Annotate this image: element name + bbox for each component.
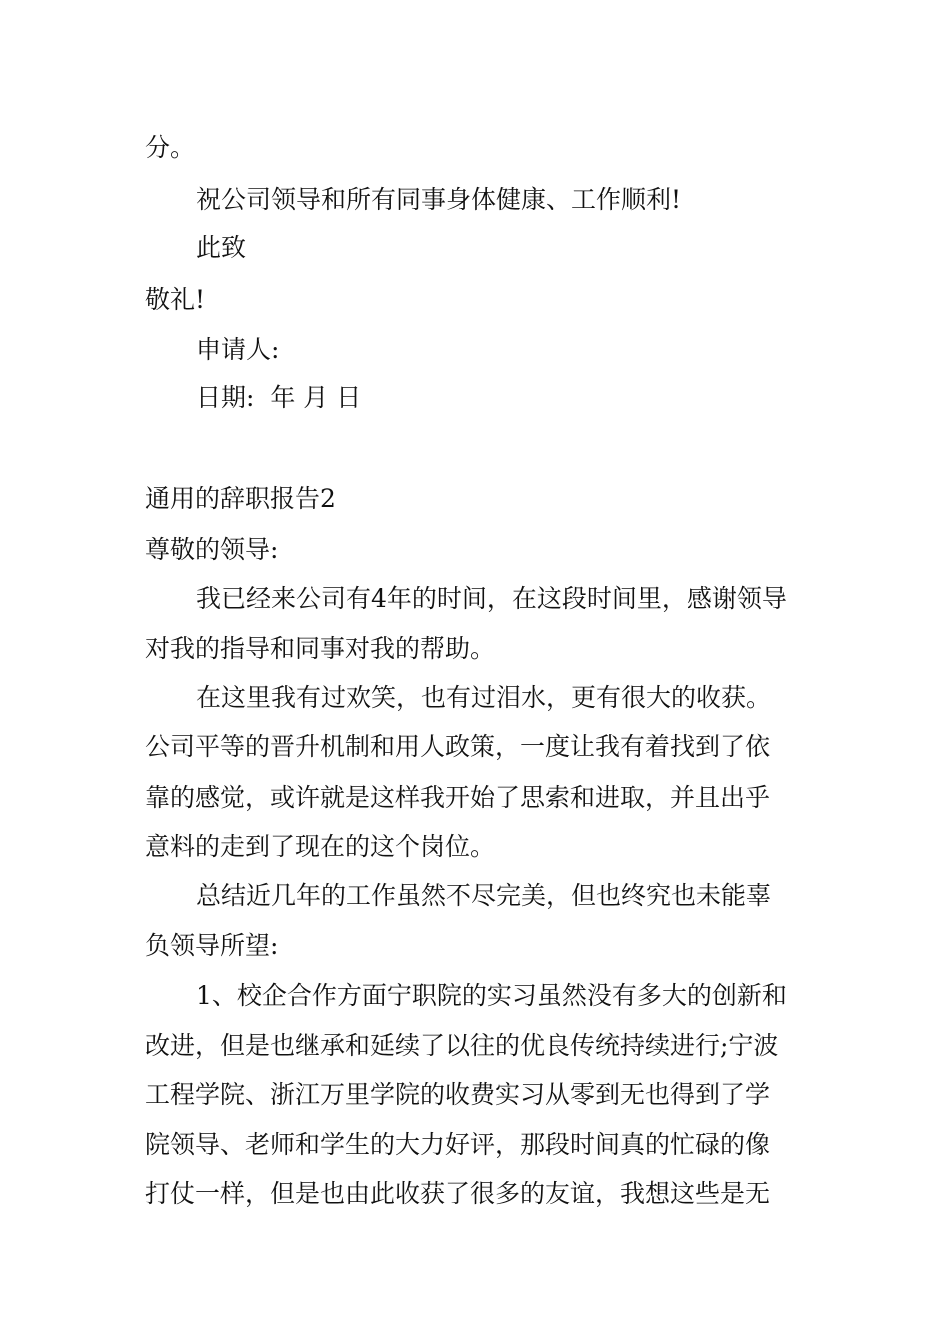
greeting: 尊敬的领导: [145,535,279,564]
body-line: 打仗一样，但是也由此收获了很多的友谊，我想这些是无 [145,1179,771,1208]
body-line: 公司平等的晋升机制和用人政策，一度让我有着找到了依 [145,732,771,761]
body-line: 工程学院、浙江万里学院的收费实习从零到无也得到了学 [145,1080,771,1109]
body-line: 院领导、老师和学生的大力好评，那段时间真的忙碌的像 [145,1130,771,1159]
applicant-label: 申请人: [196,335,280,364]
date-label: 日期: 年 月 日 [196,383,362,412]
body-line: 总结近几年的工作虽然不尽完美，但也终究也未能辜 [196,881,772,910]
body-line: 在这里我有过欢笑，也有过泪水，更有很大的收获。 [196,683,772,712]
continuation-line: 分。 [145,133,196,162]
body-line: 意料的走到了现在的这个岗位。 [145,832,496,861]
closing-respect: 敬礼! [145,285,206,314]
closing-wish: 祝公司领导和所有同事身体健康、工作顺利! [196,185,682,214]
body-line: 改进，但是也继承和延续了以往的优良传统持续进行;宁波 [145,1031,779,1060]
section-title: 通用的辞职报告2 [145,484,336,513]
body-line: 靠的感觉，或许就是这样我开始了思索和进取，并且出乎 [145,783,771,812]
body-line: 1、校企合作方面宁职院的实习虽然没有多大的创新和 [196,981,787,1010]
body-line: 我已经来公司有4年的时间，在这段时间里，感谢领导 [196,584,787,613]
closing-salutation: 此致 [196,233,247,262]
body-line: 负领导所望: [145,931,279,960]
body-line: 对我的指导和同事对我的帮助。 [145,634,496,663]
